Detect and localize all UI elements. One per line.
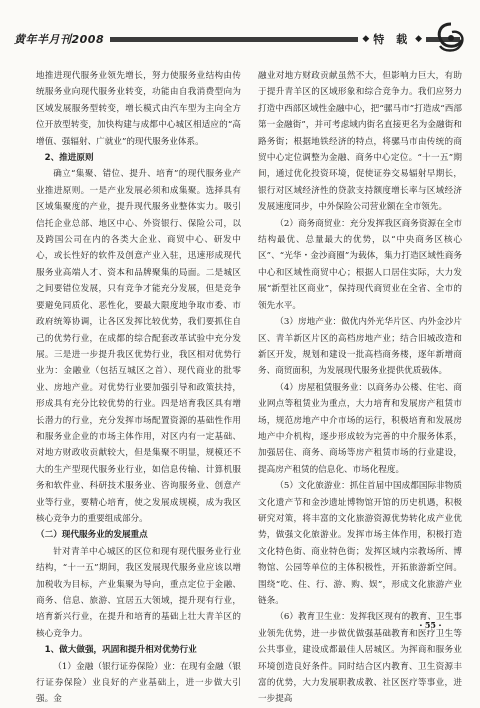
paragraph: 针对青羊中心城区的区位和现有现代服务业行业结构，“十一五”期间，我区发展现代服务业应该以增加税收为目标，产业集聚为导向，重点定位于金融、商务、信息、旅游、宜居五大领域，提升现有行业，培育新兴行业，在提升和培育的基础上壮大青羊区的核心竞争力。: [36, 546, 241, 639]
section-heading: （二）现代服务业的发展重点: [36, 530, 148, 541]
header-rule-left: [110, 37, 358, 42]
right-column: [258, 68, 462, 708]
section-title: 特 载: [373, 33, 412, 46]
diamond-icon: ◆: [415, 34, 422, 44]
running-header: [14, 26, 466, 52]
subheading: 1、做大做强，巩固和提升相对优势行业: [44, 645, 197, 656]
left-column: [36, 68, 241, 708]
paragraph: 确立“集聚、错位、提升、培育”的现代服务业产业推进原则。一是产业发展必须和成集聚。选择具有区域集聚度的产业，提升现代服务业整体实力。吸引信托企业总部、地区中心、外资银行、保险公司，以及跨国公司在内的各类大企业、商贸中心、研发中心，或长性好的软件及创意产业入驻，迅速形成现代服务业高端人才、资本和品牌聚集的局面。二是城区之间要错位发展，只有竞争才能充分发展，但是竞争要避免同质化、恶性化，要最大限度地争取市委、市政府统筹协调，让各区发挥比较优势，我们要抓住自己的优势行业，在成都的综合配套改革试验中充分发展。三是进一步提升我区优势行业，我区相对优势行业为：金融业（包括互城区之首）、现代商业的批零业、房地产业。对优势行业要加强引导和政策扶持，形成具有充分比较优势的行业。四是培育我区具有增长潜力的行业，充分发挥市场配置资源的基础性作用和服务业企业的市场主体作用，对区内有一定基础、对地方财政收贡献较大，但是集聚不明显，规模还不大的生产型现代服务业行业，如信息传输、计算机服务和软件业、科研技术服务业、咨询服务业、创意产业等行业，要精心培育，使之发展成规模，成为我区核心竞争力的重要组成部分。: [36, 169, 241, 524]
journal-title: 黄年半月刊2008: [14, 33, 105, 46]
diamond-icon: ◆: [362, 34, 370, 44]
paragraph: （6）教育卫生业：发挥我区现有的教育、卫生事业领先优势，进一步做优做强基础教育和医疗卫生等公共事业，建设成都最佳人居城区。为挥商和服务业环境创造良好条件。同时结合区内教育、卫生资源丰富的优势，大力发展职教成教、社区医疗等事业，进一步提高: [258, 612, 462, 705]
paragraph: 地推进现代服务业领先增长，努力使服务业结构由传统服务业向现代服务业转变，功能由自我消费型向为区域发展服务型转变，增长模式由汽车型为主向全方位开放型转变，加快构建与成都中心城区相适应的“高增值、强辐射、广就业”的现代服务业体系。: [36, 71, 241, 147]
paragraph: （3）房地产业：做优内外光华片区、内外金沙片区、青羊新区片区的高档房地产业；结合旧城改造和新区开发，规划和建设一批高档商务楼，逐年新增商务、商贸面积，为发展现代服务业提供优质载体。: [258, 317, 462, 377]
subheading: 2、推进原则: [44, 153, 94, 164]
paragraph: （1）金融（银行证券保险）业：在现有金融（银行证券保险）业良好的产业基础上，进一步做大引强。金: [36, 661, 241, 705]
paragraph: （2）商务商贸业：充分发挥我区商务资源在全市结构最优、总量最大的优势，以“中央商务区核心区”、“光华・金沙商圈”为载体，集力打造区域性商务中心和区域性商贸中心；根据人口居住实际，大力发展“新型社区商业”，保持现代商贸业在全省、全市的领先水平。: [258, 218, 462, 311]
paragraph: 融业对地方财政贡献虽然不大，但影响力巨大，有助于提升青羊区的区域形象和综合竞争力。我们应努力打造中西部区域性金融中心，把“骡马市”打造成“西部第一金融街”，并可考虑域内街名直接更名为金融街和路务街；根据地铁经济的特点，将骡马市由传统的商贸中心定位调整为金融、商务中心定位。“十一五”期间，通过优化投资环境，促使证券交易辐射早期长，银行对区域经济性的贷款支持额度增长率与区域经济发展速度同步，中外保险公司营业额在全市领先。: [258, 71, 462, 213]
paragraph: （5）文化旅游业：抓住首届中国成都国际非物质文化遗产节和金沙遗址博物馆开馆的历史机遇，积极研究对策，将丰富的文化旅游资源优势转化成产业优势，做强文化旅游业。发挥市场主体作用，积极打造文化特色街、商业特色街；发挥区域内宗教场所、博物馆、公园等单位的主体积极性，开拓旅游新空间。围绕“吃、住、行、游、购、娱”，形成文化旅游产业链条。: [258, 481, 462, 606]
journal-logo-icon: [432, 20, 470, 56]
paragraph: （4）房屋租赁服务业：以商务办公楼、住宅、商业网点等租赁业为重点，大力培育和发展房产租赁市场，规范房地产中介市场的运行，积极培育和发展房地产中介机构，逐步形成较为完善的中介服务体系，加强居住、商务、商场等房产租赁市场的行业建设，提高房产租赁的信息化、市场化程度。: [258, 382, 462, 475]
page-number: ・55・: [416, 620, 444, 630]
